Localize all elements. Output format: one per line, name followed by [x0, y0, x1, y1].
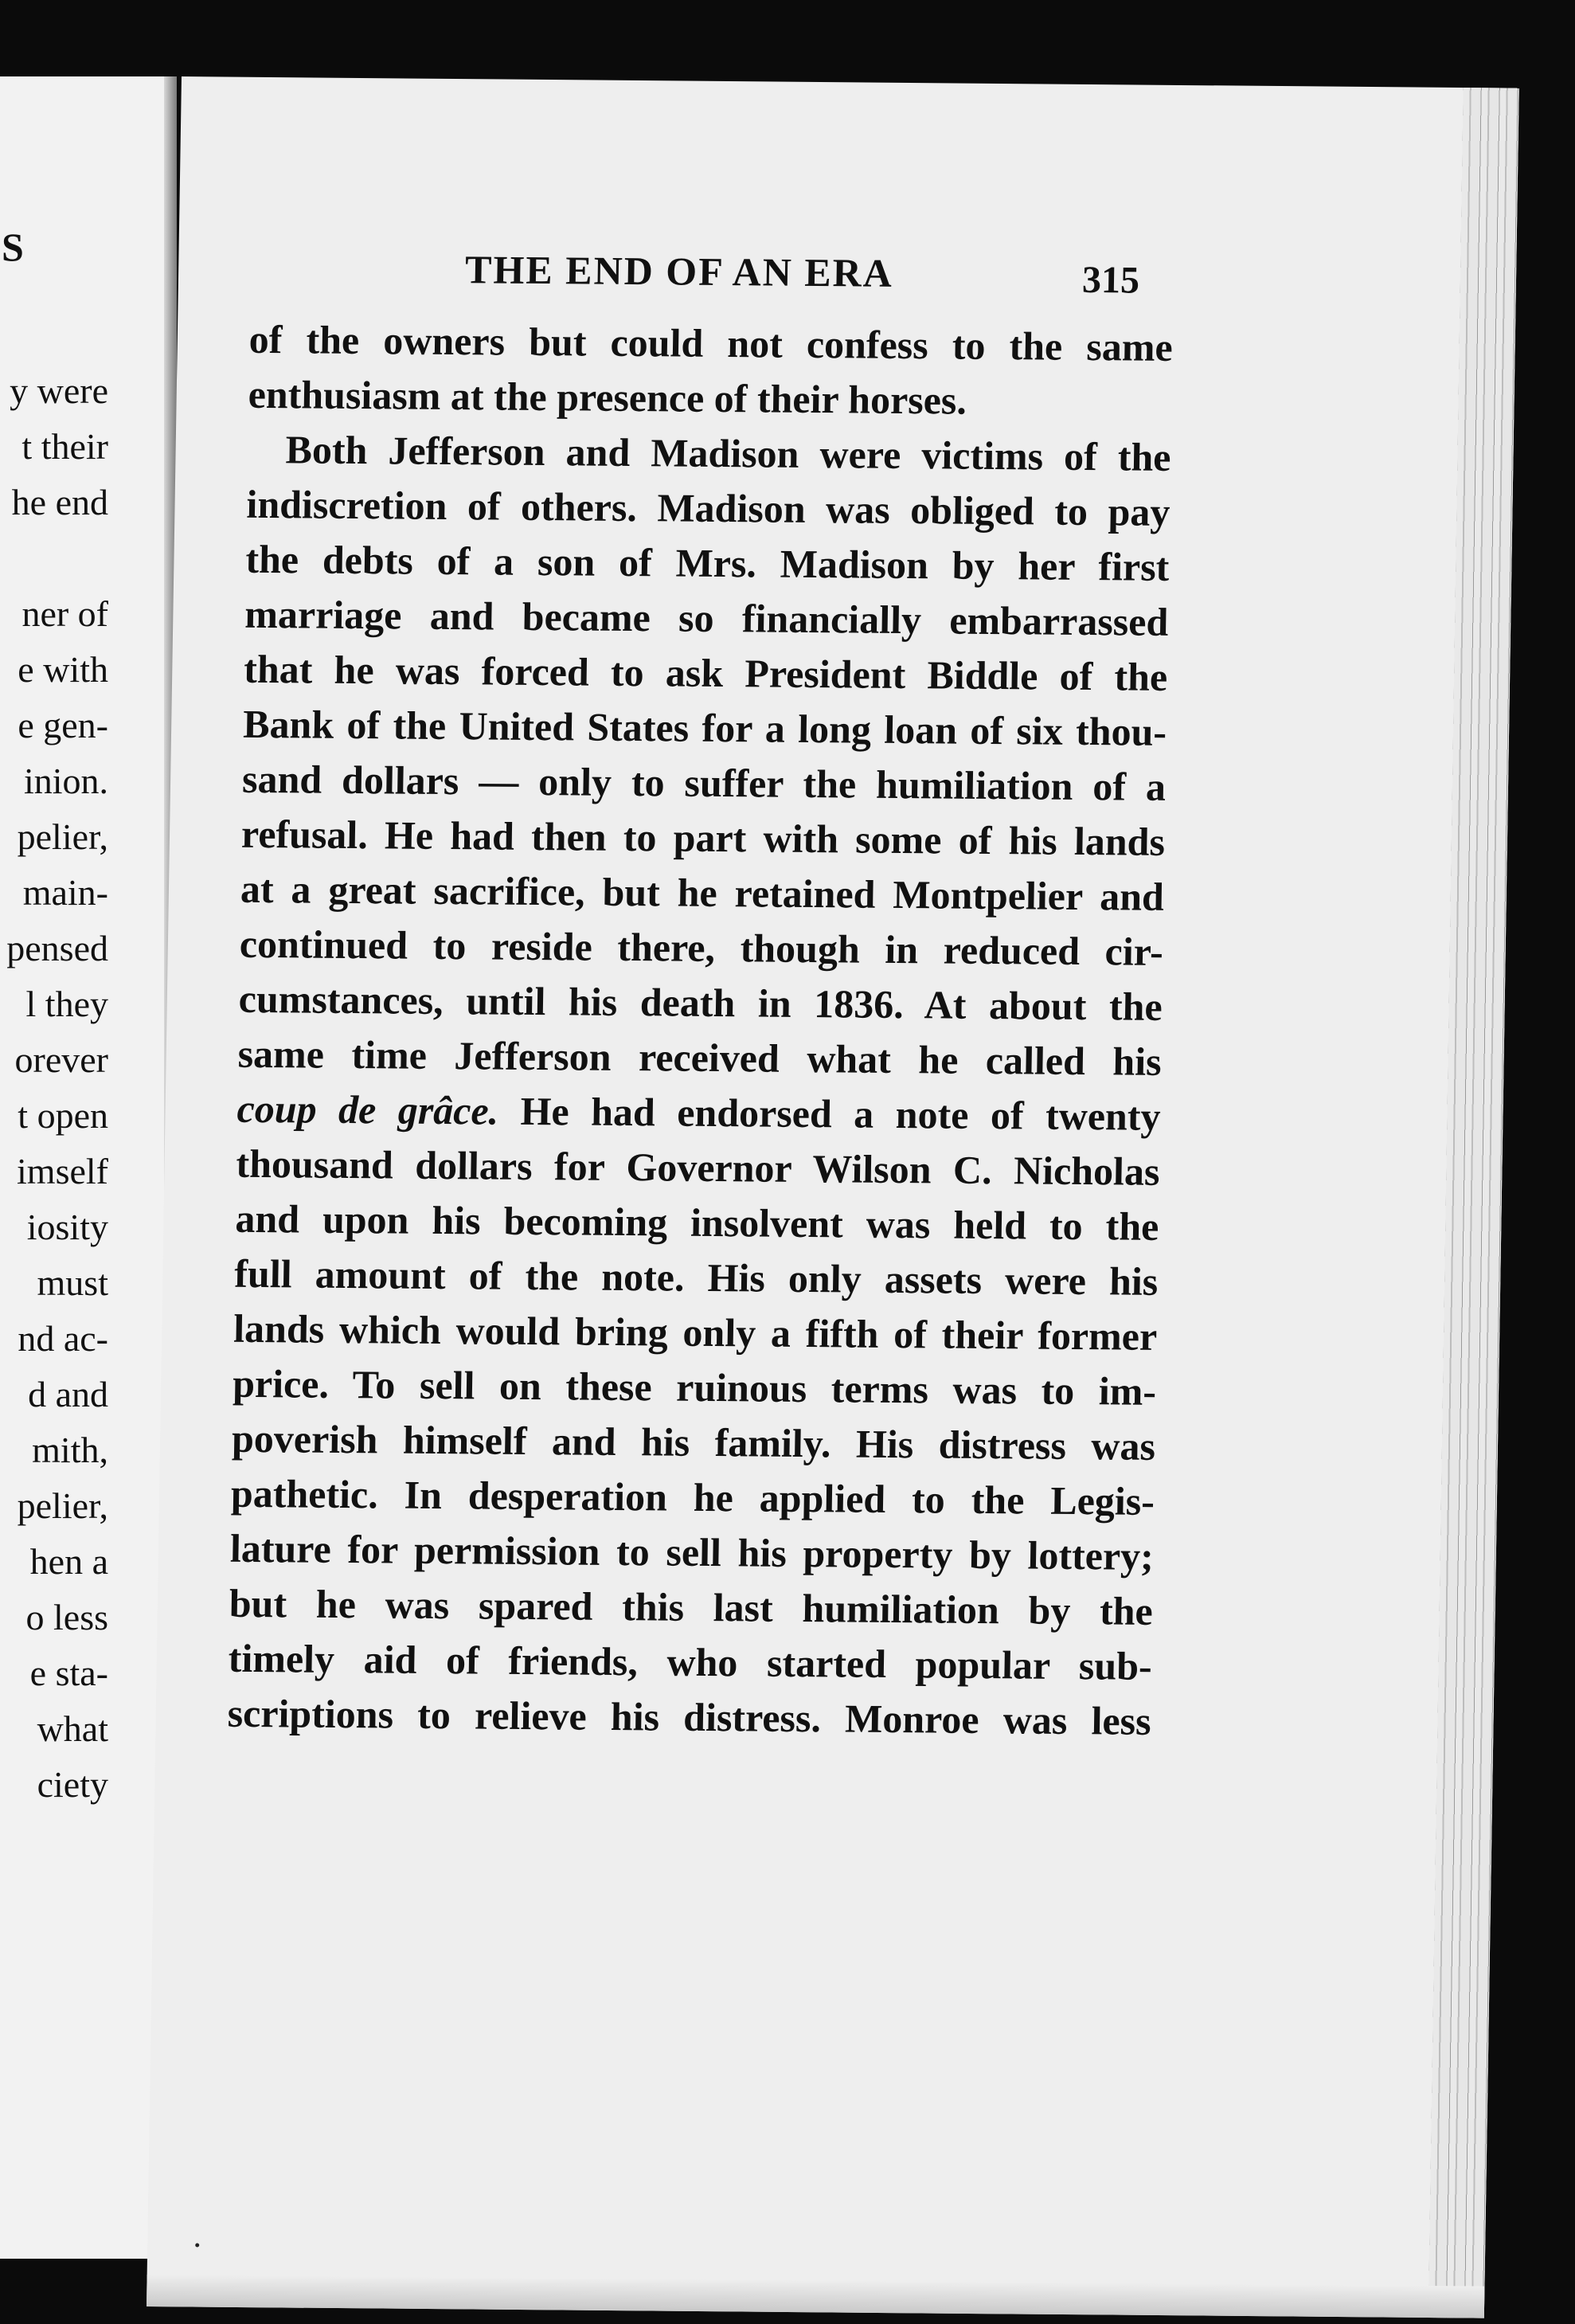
right-page — [147, 76, 1519, 2318]
text-line: scriptions to relieve his distress. Monroe was less — [227, 1690, 1152, 1743]
left-line: nd ac- — [18, 1318, 108, 1359]
left-facing-page — [0, 76, 177, 2259]
text-line: refusal. He had then to part with some of his lands — [240, 811, 1166, 864]
left-line: pensed — [6, 928, 108, 968]
left-line: orever — [14, 1039, 108, 1080]
italic-phrase: coup de grâce. — [236, 1086, 499, 1133]
text-line: full amount of the note. His only assets were his — [233, 1250, 1159, 1304]
left-line: pelier, — [17, 816, 108, 857]
running-head: THE END OF AN ERA — [464, 247, 894, 295]
left-line: l they — [25, 984, 108, 1024]
left-line: t their — [21, 426, 108, 467]
text-line: enthusiasm at the presence of their horses. — [248, 371, 967, 423]
left-line: e gen- — [18, 705, 108, 745]
page-speck — [195, 2243, 199, 2247]
text-line: cumstances, until his death in 1836. At about the — [238, 976, 1163, 1029]
text-line: at a great sacrifice, but he retained Montpelier and — [240, 866, 1165, 919]
left-line: ciety — [37, 1764, 108, 1805]
page-edge-stack — [1428, 88, 1519, 2318]
left-line: y were — [10, 370, 108, 411]
text-line: of the owners but could not confess to the same — [248, 316, 1174, 370]
text-line-continuation: He had endorsed a note of twenty — [520, 1088, 1161, 1139]
text-line: timely aid of friends, who started popular sub- — [228, 1635, 1153, 1688]
text-line: sand dollars — only to suffer the humiliation of a — [241, 756, 1167, 809]
text-line: but he was spared this last humiliation by the — [229, 1580, 1154, 1633]
text-line: marriage and became so financially embarrassed — [244, 591, 1169, 644]
text-line: Both Jefferson and Madison were victims of the — [285, 427, 1171, 479]
text-line: that he was forced to ask President Biddle of the — [243, 646, 1168, 699]
left-line: o less — [25, 1597, 108, 1637]
left-line: mith, — [32, 1430, 108, 1470]
text-line: thousand dollars for Governor Wilson C. Nicholas — [236, 1140, 1160, 1194]
text-line: Bank of the United States for a long loan of six thou- — [242, 701, 1167, 754]
left-text-block-top — [0, 363, 170, 530]
left-line: e with — [18, 649, 108, 690]
left-text-block-bottom — [0, 586, 170, 1813]
left-line: hen a — [29, 1541, 108, 1582]
text-line-mixed — [236, 1082, 1161, 1144]
left-line: e sta- — [29, 1653, 108, 1693]
text-line: same time Jefferson received what he called his — [237, 1031, 1163, 1084]
left-line: he end — [11, 482, 108, 522]
left-line: pelier, — [17, 1485, 108, 1526]
text-line: pathetic. In desperation he applied to the Legis- — [230, 1470, 1155, 1524]
left-running-head-fragment: S — [2, 225, 24, 269]
body-text — [227, 312, 1173, 1749]
left-line: d and — [28, 1374, 108, 1414]
left-line: must — [37, 1262, 108, 1303]
left-line: main- — [22, 872, 108, 913]
text-line: lature for permission to sell his property by lottery; — [229, 1525, 1155, 1579]
text-line: lands which would bring only a fifth of their former — [233, 1305, 1158, 1359]
text-line: the debts of a son of Mrs. Madison by her first — [245, 536, 1170, 589]
text-line: poverish himself and his family. His distress was — [231, 1415, 1156, 1469]
left-line: iosity — [26, 1207, 108, 1247]
text-line: and upon his becoming insolvent was held to the — [235, 1195, 1159, 1249]
page-bottom-shadow — [147, 2275, 1484, 2318]
text-line: price. To sell on these ruinous terms was to im- — [232, 1360, 1157, 1414]
left-line: t open — [18, 1095, 108, 1136]
text-line: continued to reside there, though in reduced cir- — [239, 921, 1164, 974]
text-line: indiscretion of others. Madison was obliged to pay — [246, 481, 1171, 534]
left-line: imself — [17, 1151, 108, 1191]
page-number: 315 — [1081, 258, 1140, 302]
left-line: what — [37, 1708, 108, 1749]
left-line: inion. — [23, 761, 108, 801]
left-line: ner of — [21, 593, 108, 634]
